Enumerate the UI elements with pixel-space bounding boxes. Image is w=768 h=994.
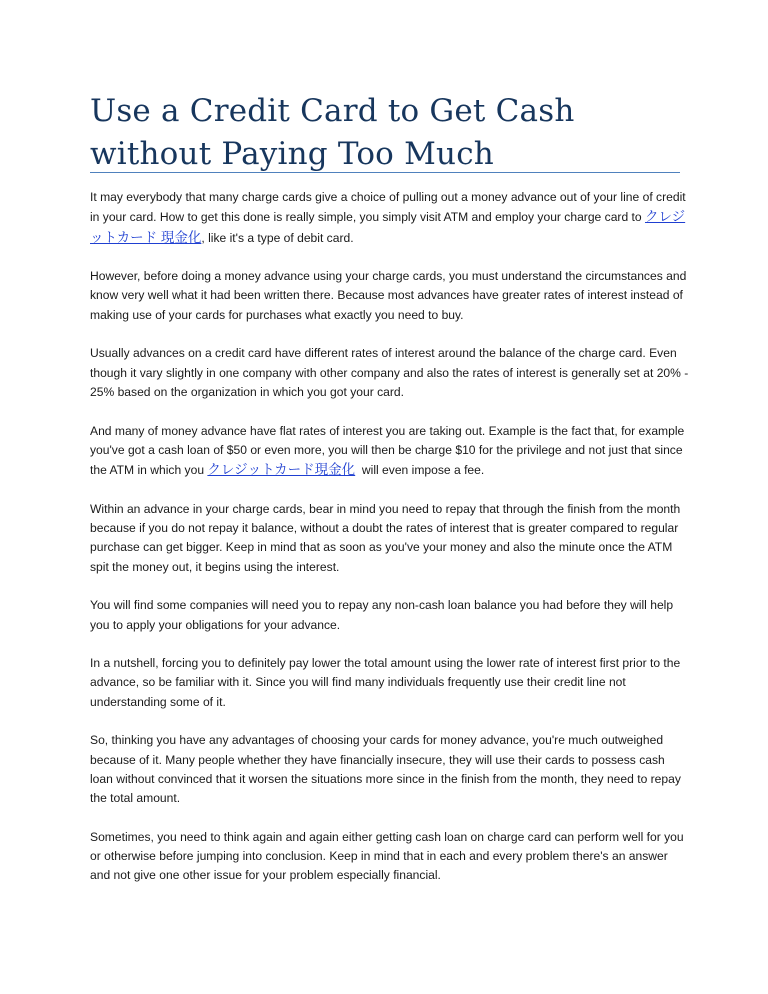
title-underline-rule <box>90 172 680 173</box>
paragraph-3: Usually advances on a credit card have different rates of interest around the balance of the charge card. Even though it vary slightly in one company with other company and also the rates of interest is generally set at 20% - 25% based on the organization in which you got your card. <box>90 346 689 399</box>
paragraph-1 <box>90 188 690 248</box>
paragraph-1-text-before: It may everybody that many charge cards give a choice of pulling out a money advance out of your line of credit in your card. How to get this done is really simple, you simply visit ATM and employ your charge card to <box>90 190 686 225</box>
document-body <box>90 188 690 905</box>
paragraph-2: However, before doing a money advance using your charge cards, you must understand the circumstances and know very well what it had been written there. Because most advances have greater rates of interest instead of making use of your cards for purchases what exactly you need to buy. <box>90 269 687 322</box>
paragraph-5: Within an advance in your charge cards, bear in mind you need to repay that through the finish from the month because if you do not repay it balance, without a doubt the rates of interest that is greater compared to regular purchase can get bigger. Keep in mind that as soon as you've your money and also the minute once the ATM spit the money out, it begins using the interest. <box>90 501 681 574</box>
cash-advance-link-1[interactable]: クレジットカード 現金化 <box>90 209 686 245</box>
paragraph-6: You will find some companies will need you to repay any non-cash loan balance you had before they will help you to apply your obligations for your advance. <box>90 598 674 632</box>
paragraph-4 <box>90 422 690 481</box>
paragraph-7: In a nutshell, forcing you to definitely pay lower the total amount using the lower rate of interest first prior to the advance, so be familiar with it. Since you will find many individuals frequently use their credit line not understanding some of it. <box>90 656 681 709</box>
paragraph-1-text-after: , like it's a type of debit card. <box>201 230 354 245</box>
cash-advance-link-2[interactable]: クレジットカード現金化 <box>207 462 356 478</box>
document-title: Use a Credit Card to Get Cash without Paying Too Much <box>90 93 575 172</box>
paragraph-8: So, thinking you have any advantages of choosing your cards for money advance, you're much outweighed because of it. Many people whether they have financially insecure, they will use their cards to possess cash loan without convinced that it worsen the situations more since in the finish from the month, they need to repay the total amount. <box>90 733 681 806</box>
paragraph-4-text-after: will even impose a fee. <box>355 463 485 478</box>
paragraph-4-text-before: And many of money advance have flat rates of interest you are taking out. Example is the fact that, for example you've got a cash loan of $50 or even more, you will then be charge $10 for the privilege and not just that since the ATM in which you <box>90 423 685 478</box>
paragraph-9: Sometimes, you need to think again and again either getting cash loan on charge card can perform well for you or otherwise before jumping into conclusion. Keep in mind that in each and every problem there's an answer and not give one other issue for your problem especially financial. <box>90 829 684 883</box>
